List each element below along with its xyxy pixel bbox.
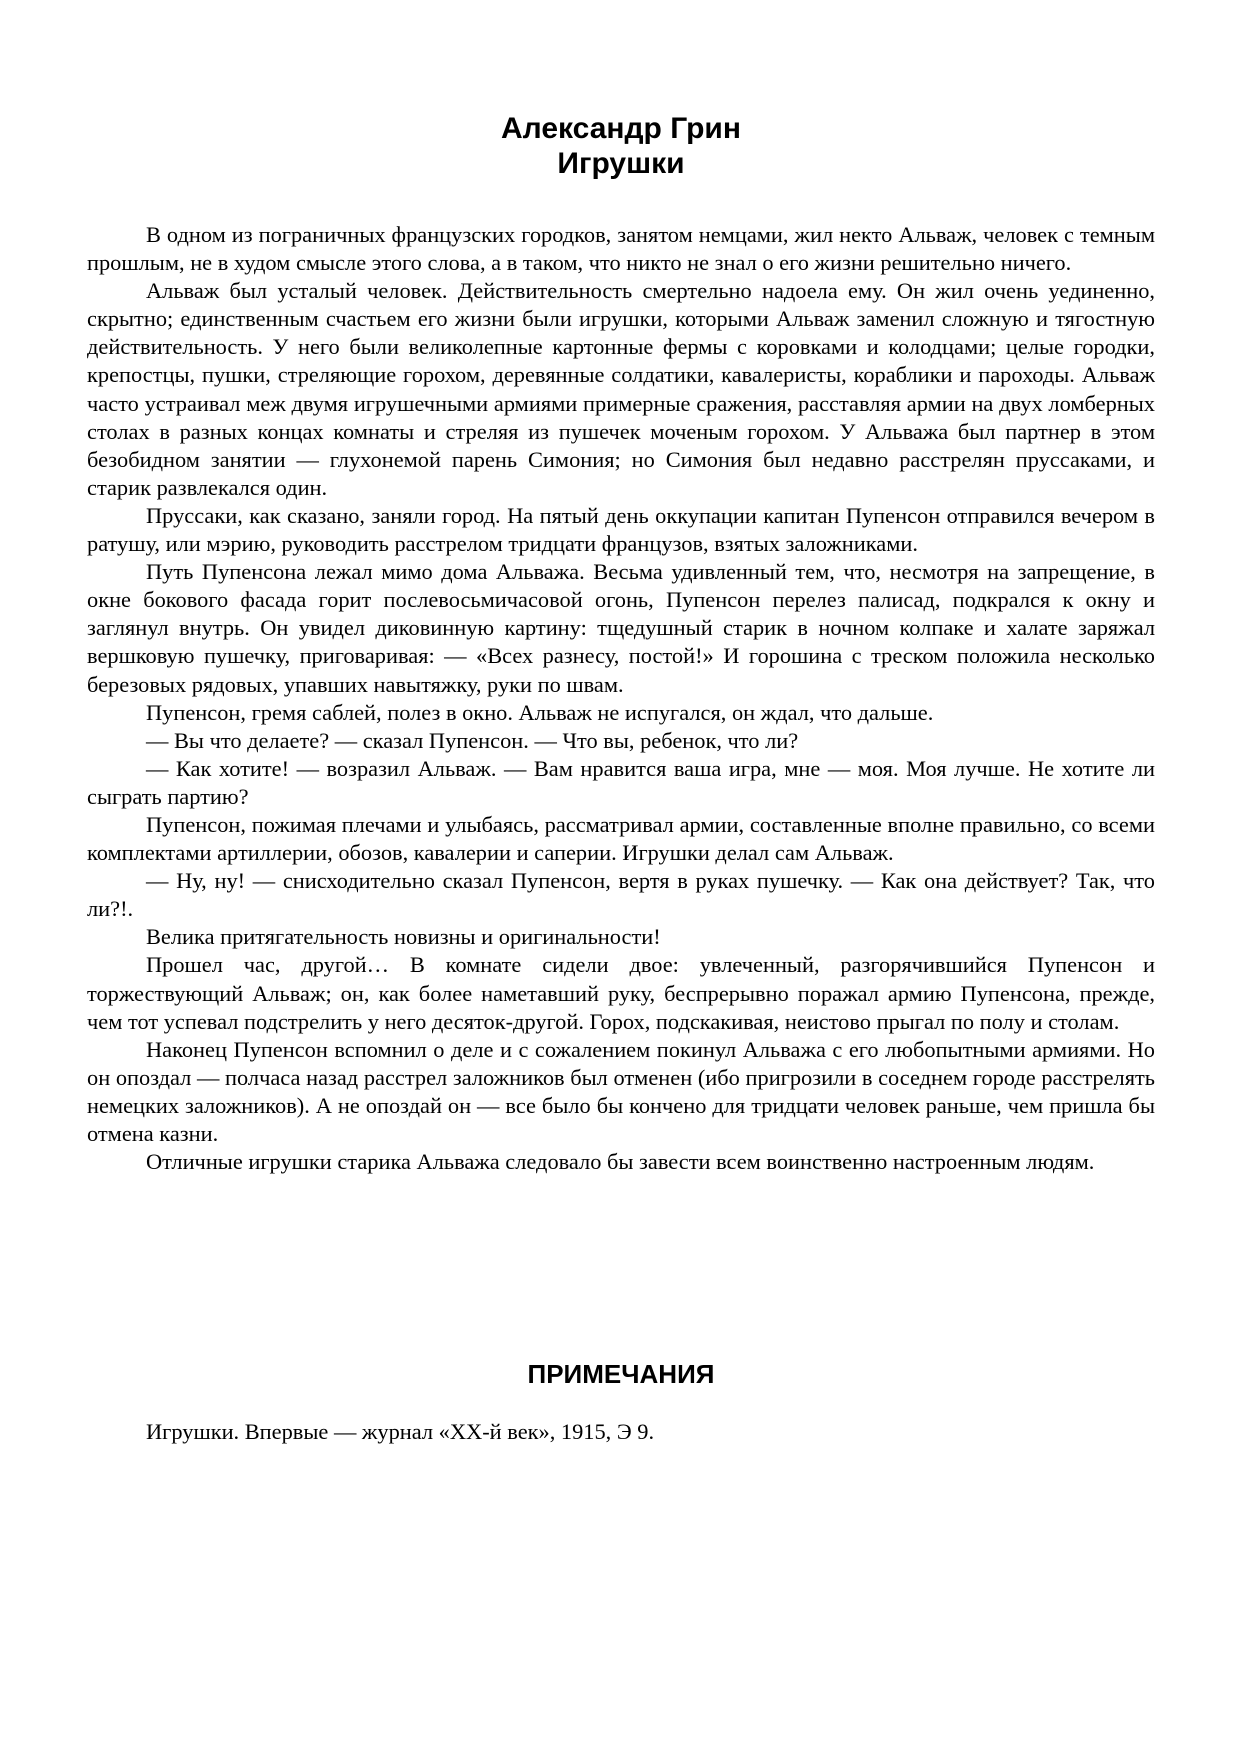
paragraph: В одном из пограничных французских городков, занятом немцами, жил некто Альваж, человек с темным прошлым, не в худом смысле этого слова, а в таком, что никто не знал о его жизни решительно ничего. — [87, 222, 1155, 276]
paragraph: Пруссаки, как сказано, заняли город. На пятый день оккупации капитан Пупенсон отправился вечером в ратушу, или мэрию, руководить расстрелом тридцати французов, взятых заложниками. — [87, 502, 1155, 557]
notes-heading: ПРИМЕЧАНИЯ — [527, 1359, 715, 1389]
author-name: Александр Грин — [501, 112, 741, 145]
paragraph: Отличные игрушки старика Альважа следовало бы завести всем воинственно настроенным людям. — [146, 1149, 1095, 1175]
paragraph: Пупенсон, пожимая плечами и улыбаясь, рассматривал армии, составленные вполне правильно, со всеми комплектами артиллерии, обозов, кавалерии и саперии. Игрушки делал сам Альваж. — [87, 811, 1155, 866]
paragraph: — Как хотите! — возразил Альваж. — Вам нравится ваша игра, мне — моя. Моя лучше. Не хотите ли сыграть партию? — [87, 755, 1155, 809]
paragraph: Альваж был усталый человек. Действительность смертельно надоела ему. Он жил очень уединенно, скрытно; единственным счастьем его жизни были игрушки, которыми Альваж заменил сложную и тягостную действительность. У него были великолепные картонные фермы с коровками и колодцами; целые городки, крепостцы, пушки, стреляющие горохом, деревянные солдатики, кавалеристы, кораблики и пароходы. Альваж часто устраивал меж двумя игрушечными армиями примерные сражения, расставляя армии на двух ломберных столах в разных концах комнаты и стреляя из пушечек моченым горохом. У Альважа был партнер в этом безобидном занятии — глухонемой парень Симония; но Симония был недавно расстрелян пруссаками, и старик развлекался один. — [87, 278, 1155, 500]
paragraph: Прошел час, другой… В комнате сидели двое: увлеченный, разгорячившийся Пупенсон и торжествующий Альваж; он, как более наметавший руку, беспрерывно поражал армию Пупенсона, прежде, чем тот успевал подстрелить у него десяток-другой. Горох, подскакивая, неистово прыгал по полу и столам. — [87, 952, 1155, 1034]
paragraph: Велика притягательность новизны и оригинальности! — [146, 924, 661, 950]
notes-section — [87, 1418, 1155, 1446]
story-title: Игрушки — [557, 147, 685, 180]
paragraph: — Вы что делаете? — сказал Пупенсон. — Что вы, ребенок, что ли? — [146, 727, 799, 753]
note-paragraph: Игрушки. Впервые — журнал «ХХ-й век», 1915, Э 9. — [146, 1419, 655, 1444]
paragraph: Путь Пупенсона лежал мимо дома Альважа. Весьма удивленный тем, что, несмотря на запрещение, в окне бокового фасада горит послевосьмичасовой огонь, Пупенсон перелез палисад, подкрался к окну и заглянул внутрь. Он увидел диковинную картину: тщедушный старик в ночном колпаке и халате заряжал вершковую пушечку, приговаривая: — «Всех разнесу, постой!» И горошина с треском положила несколько березовых рядовых, упавших навытяжку, руки по швам. — [87, 559, 1155, 697]
story-body — [87, 221, 1155, 1176]
title-block — [0, 111, 1242, 181]
paragraph: Наконец Пупенсон вспомнил о деле и с сожалением покинул Альважа с его любопытными армиями. Но он опоздал — полчаса назад расстрел заложников был отменен (ибо пригрозили в соседнем городе расстрелять немецких заложников). А не опоздай он — все было бы кончено для тридцати человек раньше, чем пришла бы отмена казни. — [87, 1036, 1155, 1146]
paragraph: Пупенсон, гремя саблей, полез в окно. Альваж не испугался, он ждал, что дальше. — [146, 699, 934, 725]
paragraph: — Ну, ну! — снисходительно сказал Пупенсон, вертя в руках пушечку. — Как она действует? Так, что ли?!. — [87, 868, 1155, 922]
